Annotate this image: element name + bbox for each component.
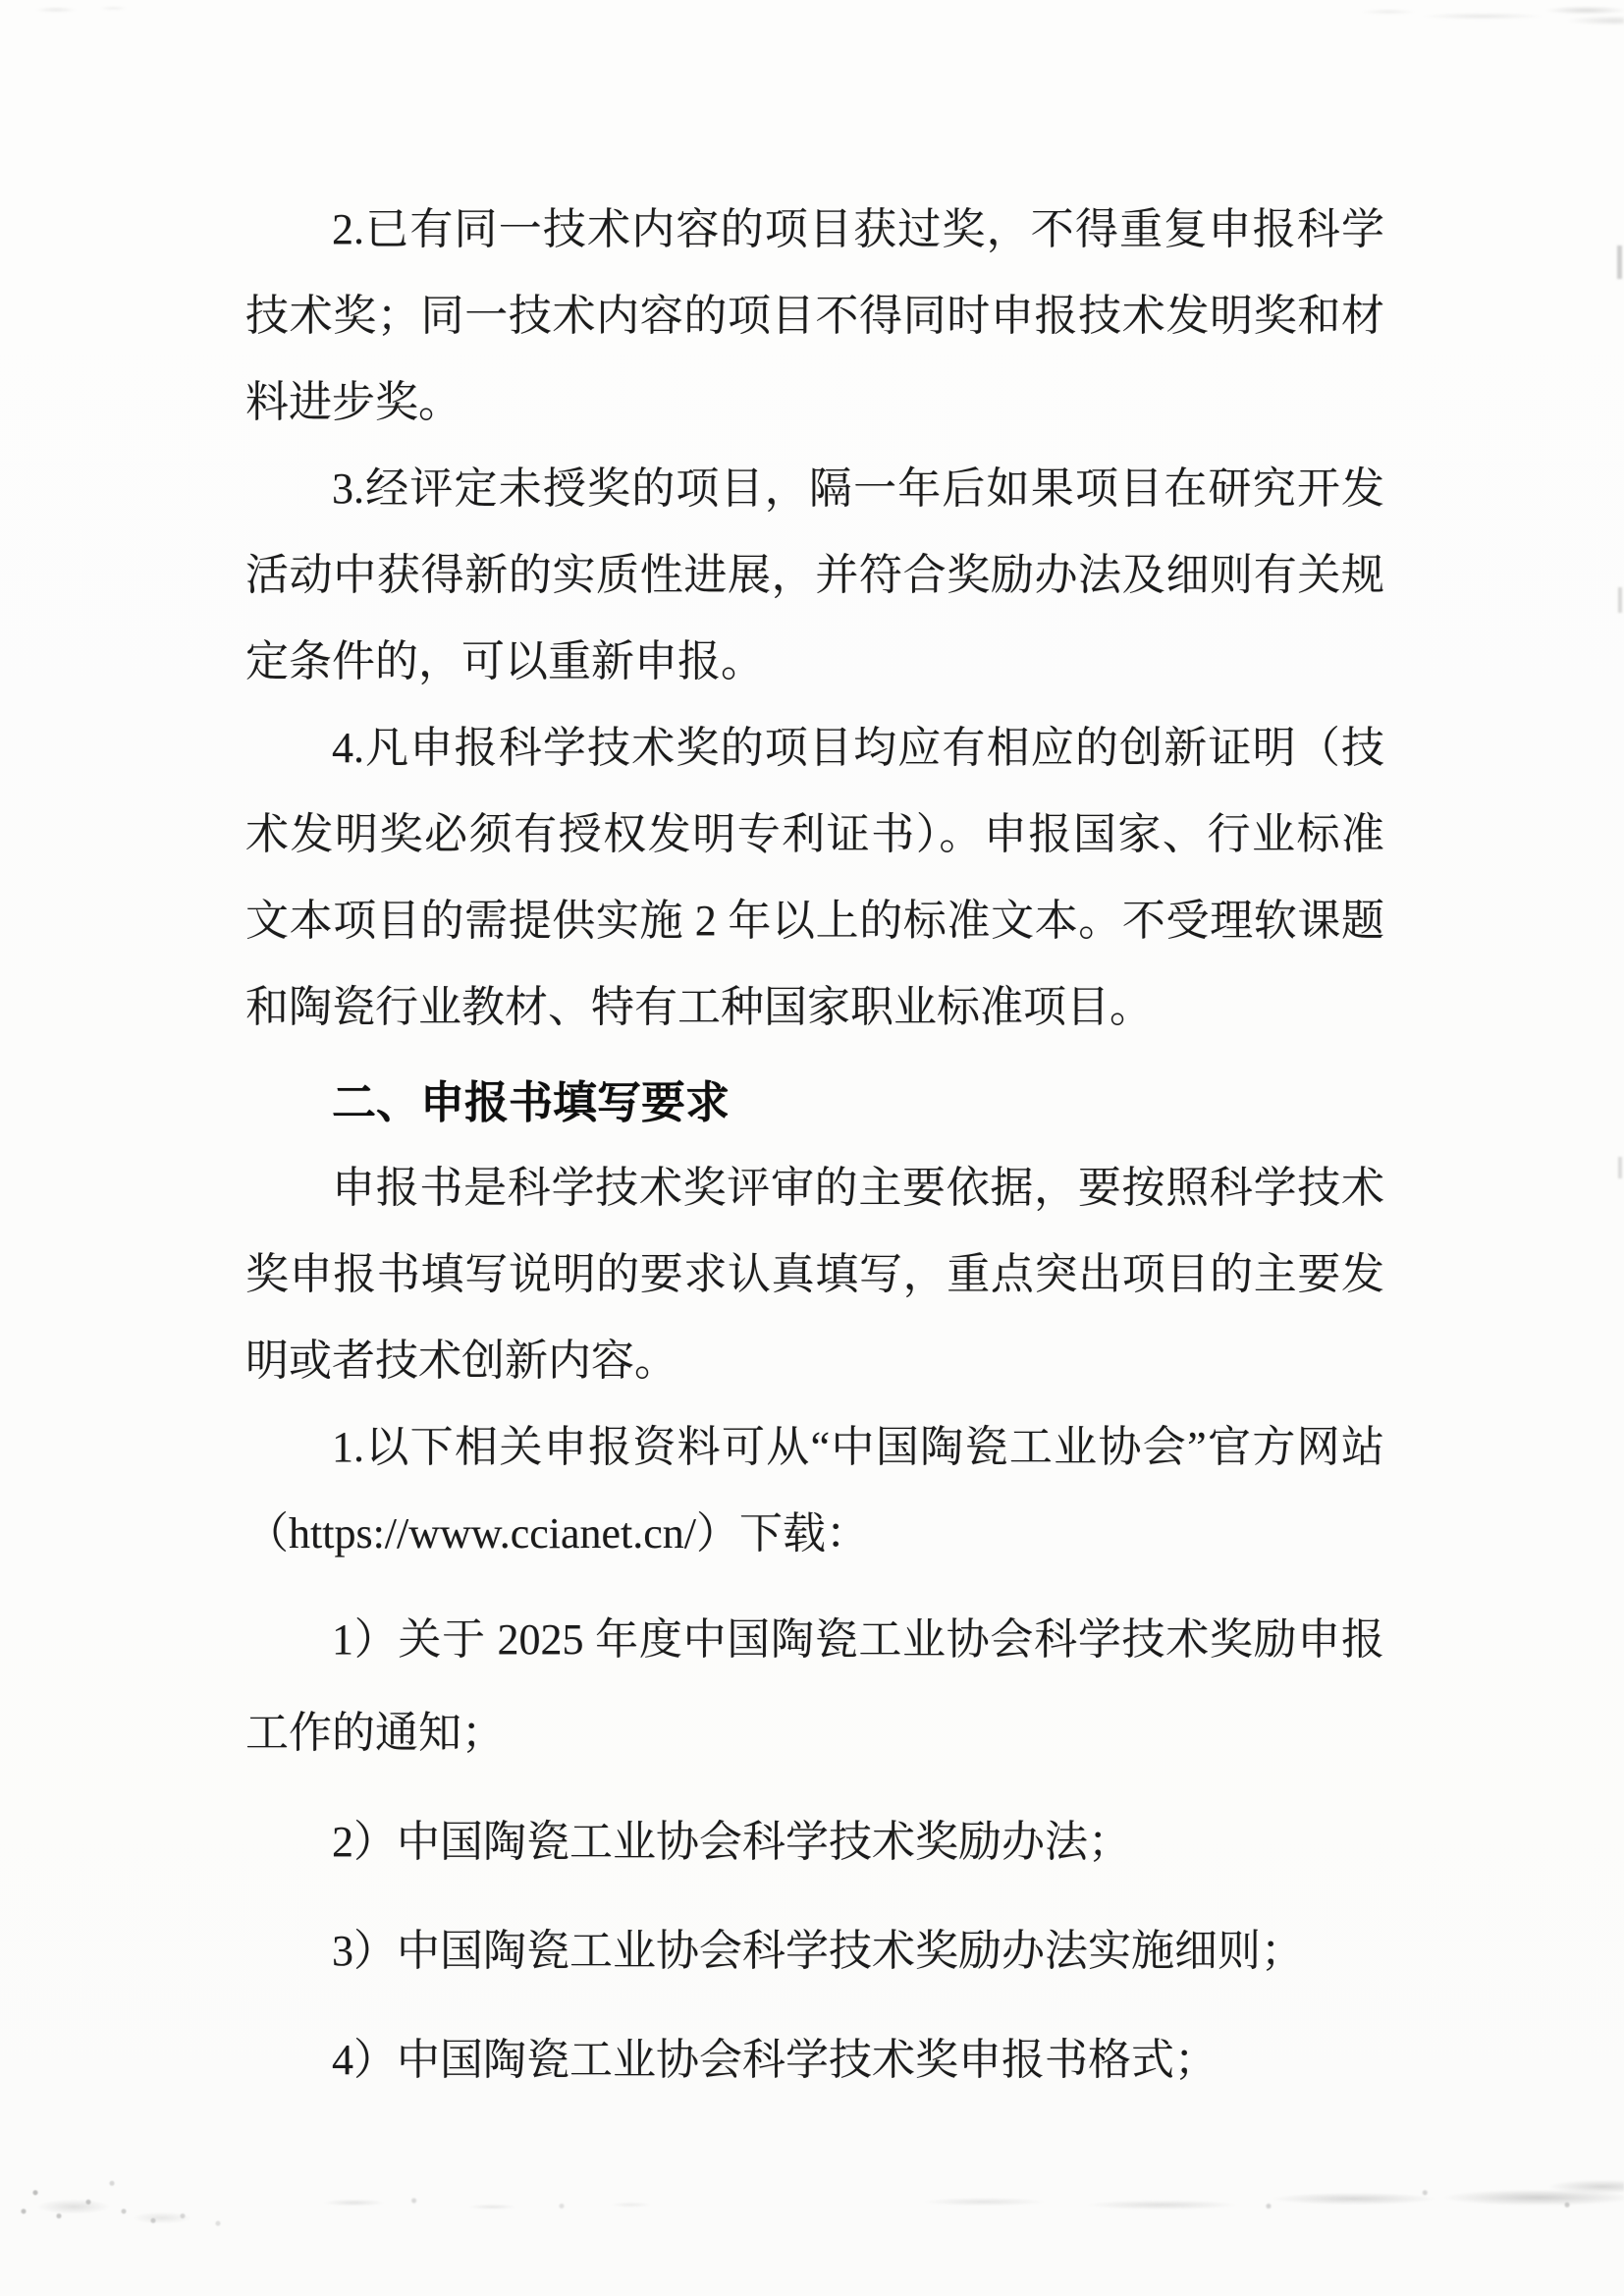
list-item: 1）关于 2025 年度中国陶瓷工业协会科学技术奖励申报工作的通知； <box>245 1615 1384 1757</box>
scan-edge-mark <box>1618 587 1622 613</box>
scan-noise-top-left <box>18 2 145 18</box>
scan-smudge-bottom-right <box>913 2168 1624 2229</box>
paragraph: 3.经评定未授奖的项目，隔一年后如果项目在研究开发活动中获得新的实质性进展，并符合奖励办法及细则有关规定条件的，可以重新申报。 <box>245 465 1384 685</box>
section-heading: 二、申报书填写要求 <box>332 1076 731 1128</box>
paragraph: 4.凡申报科学技术奖的项目均应有相应的创新证明（技术发明奖必须有授权发明专利证书）。申报国家、行业标准文本项目的需提供实施 2 年以上的标准文本。不受理软课题和陶瓷行业教材、特有工种国家职业标准项目。 <box>245 724 1384 1031</box>
scan-noise-top-right <box>1310 0 1624 29</box>
scan-smudge-bottom-center <box>285 2182 746 2223</box>
document-content <box>245 187 1384 2106</box>
scan-edge-mark <box>1617 246 1622 279</box>
list-item: 3）中国陶瓷工业协会科学技术奖励办法实施细则； <box>332 1927 1304 1975</box>
scan-edge-mark <box>1618 1157 1622 1178</box>
paragraph: 申报书是科学技术奖评审的主要依据，要按照科学技术奖申报书填写说明的要求认真填写，重点突出项目的主要发明或者技术创新内容。 <box>245 1164 1384 1385</box>
list-item: 2）中国陶瓷工业协会科学技术奖励办法； <box>332 1818 1131 1866</box>
scan-smudge-bottom-left <box>0 2151 295 2244</box>
list-item: 4）中国陶瓷工业协会科学技术奖申报书格式； <box>332 2036 1218 2084</box>
paragraph: 1.以下相关申报资料可从“中国陶瓷工业协会”官方网站（https://www.ccianet.cn/）下载： <box>245 1423 1384 1558</box>
paragraph: 2.已有同一技术内容的项目获过奖，不得重复申报科学技术奖；同一技术内容的项目不得同时申报技术发明奖和材料进步奖。 <box>245 205 1384 426</box>
